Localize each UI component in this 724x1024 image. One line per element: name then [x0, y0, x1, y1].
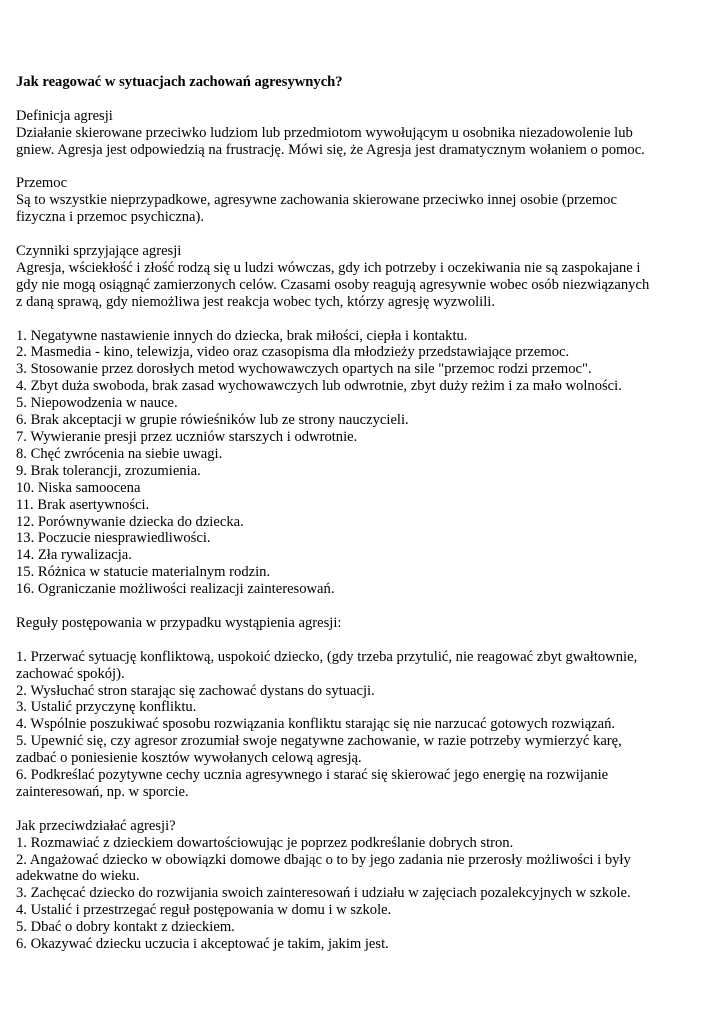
factors-text-line: Agresja, wściekłość i złość rodzą się u ludzi wówczas, gdy ich potrzeby i oczekiwania nie są zaspokajane i: [16, 259, 641, 276]
factor-item: 10. Niska samoocena: [16, 479, 141, 496]
violence-text-line: fizyczna i przemoc psychiczna).: [16, 209, 204, 226]
rules-line: 5. Upewnić się, czy agresor zrozumiał swoje negatywne zachowanie, w razie potrzeby wymierzyć karę,: [16, 733, 622, 750]
factors-text-line: z daną sprawą, gdy niemożliwa jest reakcja wobec tych, którzy agresję wyzwolili.: [16, 293, 495, 310]
rules-line: 3. Ustalić przyczynę konfliktu.: [16, 699, 197, 716]
rules-line: zachować spokój).: [16, 665, 125, 682]
definition-text-line: Działanie skierowane przeciwko ludziom lub przedmiotom wywołującym u osobnika niezadowolenie lub: [16, 124, 633, 141]
factor-item: 12. Porównywanie dziecka do dziecka.: [16, 513, 244, 530]
spacer: [16, 226, 716, 243]
violence-text-line: Są to wszystkie nieprzypadkowe, agresywne zachowania skierowane przeciwko innej osobie (przemoc: [16, 192, 617, 209]
prevention-line: 6. Okazywać dziecku uczucia i akceptować je takim, jakim jest.: [16, 936, 389, 953]
factor-item: 2. Masmedia - kino, telewizja, video oraz czasopisma dla młodzieży przedstawiające przemoc.: [16, 344, 570, 361]
factor-item: 13. Poczucie niesprawiedliwości.: [16, 530, 211, 547]
rules-line: zainteresowań, np. w sporcie.: [16, 783, 189, 800]
factor-item: 6. Brak akceptacji w grupie rówieśników lub ze strony nauczycieli.: [16, 412, 409, 429]
document-body: [16, 74, 716, 953]
rules-line: zadbać o poniesienie kosztów wywołanych celową agresją.: [16, 750, 362, 767]
spacer: [16, 598, 716, 615]
factor-item: 3. Stosowanie przez dorosłych metod wychowawczych opartych na sile "przemoc rodzi przemoc".: [16, 361, 592, 378]
spacer: [16, 311, 716, 328]
spacer: [16, 91, 716, 108]
rules-line: 1. Przerwać sytuację konfliktową, uspokoić dziecko, (gdy trzeba przytulić, nie reagować zbyt gwałtownie,: [16, 648, 638, 665]
violence-heading: Przemoc: [16, 175, 68, 192]
rules-heading: Reguły postępowania w przypadku wystąpienia agresji:: [16, 614, 342, 631]
prevention-line: 5. Dbać o dobry kontakt z dzieckiem.: [16, 919, 235, 936]
factor-item: 7. Wywieranie presji przez uczniów starszych i odwrotnie.: [16, 428, 358, 445]
prevention-line: 3. Zachęcać dziecko do rozwijania swoich zainteresowań i udziału w zajęciach pozalekcyjnych w szkole.: [16, 885, 631, 902]
prevention-line: 4. Ustalić i przestrzegać reguł postępowania w domu i w szkole.: [16, 902, 392, 919]
factor-item: 11. Brak asertywności.: [16, 496, 150, 513]
factor-item: 15. Różnica w statucie materialnym rodzin.: [16, 564, 271, 581]
rules-line: 4. Wspólnie poszukiwać sposobu rozwiązania konfliktu starając się nie narzucać gotowych rozwiązań.: [16, 716, 616, 733]
document-title: Jak reagować w sytuacjach zachowań agresywnych?: [16, 74, 343, 90]
factor-item: 8. Chęć zwrócenia na siebie uwagi.: [16, 445, 223, 462]
spacer: [16, 801, 716, 818]
factors-text-line: gdy nie mogą osiągnąć zamierzonych celów. Czasami osoby reagują agresywnie wobec osób niezwiązanych: [16, 276, 650, 293]
factor-item: 4. Zbyt duża swoboda, brak zasad wychowawczych lub odwrotnie, zbyt duży reżim i za mało wolności.: [16, 378, 622, 395]
factors-heading: Czynniki sprzyjające agresji: [16, 243, 182, 260]
spacer: [16, 159, 716, 176]
factor-item: 9. Brak tolerancji, zrozumienia.: [16, 462, 201, 479]
definition-heading: Definicja agresji: [16, 107, 113, 124]
prevention-heading: Jak przeciwdziałać agresji?: [16, 817, 176, 834]
rules-line: 2. Wysłuchać stron starając się zachować dystans do sytuacji.: [16, 682, 375, 699]
factor-item: 5. Niepowodzenia w nauce.: [16, 395, 178, 412]
prevention-line: 2. Angażować dziecko w obowiązki domowe dbając o to by jego zadania nie przerosły możliwości i były: [16, 851, 631, 868]
spacer: [16, 632, 716, 649]
rules-line: 6. Podkreślać pozytywne cechy ucznia agresywnego i starać się skierować jego energię na rozwijanie: [16, 767, 609, 784]
definition-text-line: gniew. Agresja jest odpowiedzią na frustrację. Mówi się, że Agresja jest dramatycznym wołaniem o pomoc.: [16, 141, 645, 158]
prevention-line: 1. Rozmawiać z dzieckiem dowartościowując je poprzez podkreślanie dobrych stron.: [16, 834, 514, 851]
factor-item: 1. Negatywne nastawienie innych do dziecka, brak miłości, ciepła i kontaktu.: [16, 327, 468, 344]
factor-item: 14. Zła rywalizacja.: [16, 547, 132, 564]
prevention-line: adekwatne do wieku.: [16, 868, 140, 885]
factor-item: 16. Ograniczanie możliwości realizacji zainteresowań.: [16, 581, 335, 598]
